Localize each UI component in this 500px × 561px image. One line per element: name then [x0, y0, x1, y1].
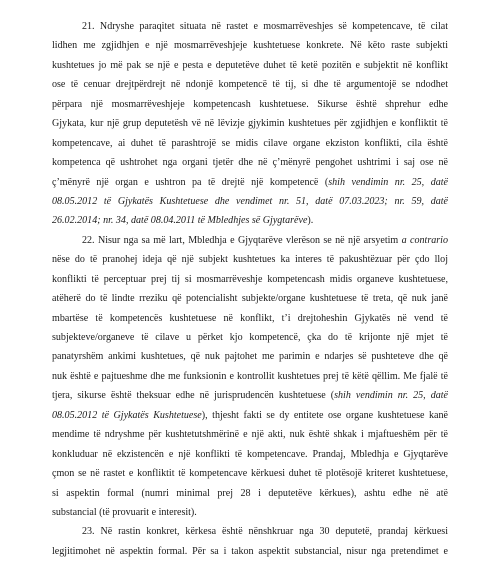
text-line [52, 367, 448, 386]
text-line [52, 309, 448, 328]
text-segment: mbartëse të kompetencës kushtetuese në konflikt, t’i drejtoheshin Gjykatës në vend të [52, 312, 448, 324]
text-line [52, 192, 448, 211]
text-segment: 23. Në rastin konkret, kërkesa është nënshkruar nga 30 deputetë, prandaj kërkuesi [82, 526, 448, 538]
text-segment: çmon se në rastet e konfliktit të kompetencave kërkuesi duhet të plotësojë kriteret kushtetuese, [52, 468, 448, 480]
document-body [52, 17, 448, 561]
text-line [52, 386, 448, 405]
text-segment: legjitimohet në aspektin formal. Për sa i takon aspektit substancial, nisur nga pretendimet e [52, 545, 448, 557]
text-line [52, 464, 448, 483]
text-line [52, 347, 448, 366]
text-segment: nëse do të pranohej ideja që një subjekt kushtetues ka interes të pakushtëzuar për çdo lloj [52, 254, 448, 266]
italic-text: a contrario [401, 234, 449, 246]
text-line [52, 542, 448, 561]
text-line [52, 95, 448, 114]
text-segment: konflikti të perceptuar prej tij si mosmarrëveshje kompetencash midis organeve kushtetuese, [52, 273, 448, 285]
text-segment: 22. Nisur nga sa më lart, Mbledhja e Gjyqtarëve vlerëson se në një arsyetim [82, 234, 402, 246]
text-line [52, 173, 448, 192]
text-segment: kompetencave, ai duhet të parashtrojë se midis cilave organe ekziston konflikti, cila është [52, 137, 448, 149]
text-line [52, 231, 448, 250]
text-segment: 21. Ndryshe paraqitet situata në rastet e mosmarrëveshjes së kompetencave, të cilat [82, 21, 448, 32]
text-segment: atëherë do të lindte rreziku që potencialisht subjekte/organe kushtetuese të treta, që nuk janë [52, 293, 448, 305]
text-segment: kushtetues jo më pak se një e pesta e deputetëve duhet të ketë pozitën e subjektit në konflikt [52, 59, 448, 71]
text-segment: ), thjesht fakti se dy entitete ose organe kushtetuese kanë [201, 409, 448, 421]
italic-text: shih vendimin nr. 25, datë [328, 176, 448, 188]
text-segment: kompetenca që ushtrohet nga organi tjetër dhe në ç’mënyrë pengohet ushtrimi i saj ose në [52, 157, 448, 169]
text-segment: konkluduar në ekzistencën e një konflikti të kompetencave. Prandaj, Mbledhja e Gjyqtarëve [52, 448, 448, 460]
text-line [52, 522, 448, 541]
text-line [52, 114, 448, 133]
text-line [52, 328, 448, 347]
text-line [52, 406, 448, 425]
paragraph-22 [52, 231, 448, 523]
text-line [52, 153, 448, 172]
text-segment: tjera, sikurse është theksuar edhe në jurisprudencën kushtetuese ( [52, 390, 335, 402]
text-line [52, 445, 448, 464]
text-segment: substancial (të provuarit e interesit). [52, 506, 197, 518]
italic-text: 08.05.2012 të Gjykatës Kushtetuese dhe vendimet nr. 51, datë 07.03.2023; nr. 59, datë [52, 195, 448, 207]
text-segment: lidhen me zgjidhjen e një mosmarrëveshjeje kushtetuese konkrete. Në këto raste subjekti [52, 40, 448, 52]
text-line [52, 17, 448, 36]
text-segment: nuk është e pajtueshme dhe me funksionin e kontrollit kushtetues prej të këtë qëllim. Me fjalë të [52, 370, 448, 382]
paragraph-21 [52, 17, 448, 231]
text-line [52, 211, 448, 230]
text-segment: panatyrshëm ankimi kushtetues, që nuk pajtohet me parimin e ndarjes së pushteteve dhe që [52, 351, 448, 363]
italic-text: 26.02.2014; nr. 34, datë 08.04.2011 të Mbledhjes së Gjygtarëve [52, 215, 308, 227]
text-line [52, 75, 448, 94]
italic-text: 08.05.2012 të Gjykatës Kushtetuese [52, 409, 202, 421]
text-segment: ç’mënyrë një organ e ushtron pa të drejtë një kompetencë ( [52, 176, 329, 188]
text-line [52, 270, 448, 289]
text-segment: mendime të ndryshme për kushtetutshmërinë e një akti, nuk është shkak i mjaftueshëm për të [52, 429, 448, 441]
text-segment: ose të cenuar drejtpërdrejt në ndonjë kompetencë të tij, si dhe të argumentojë se ndodhet [52, 79, 448, 91]
text-line [52, 36, 448, 55]
text-line [52, 425, 448, 444]
text-segment: subjekteve/organeve të cilave u përket kjo kompetencë, çka do të krijonte një mjet të [52, 332, 448, 343]
text-line [52, 56, 448, 75]
text-line [52, 289, 448, 308]
text-line [52, 503, 448, 522]
text-line [52, 484, 448, 503]
text-segment: ). [307, 215, 314, 227]
text-segment: Gjykata, kur një grup deputetësh vë në lëvizje gjykimin kushtetues për zgjidhjen e konfliktit të [52, 118, 448, 130]
text-line [52, 250, 448, 269]
italic-text: shih vendimin nr. 25, datë [334, 390, 449, 402]
text-segment: si aspektin formal (numri minimal prej 28 i deputetëve kërkues), ashtu edhe në atë [52, 487, 448, 499]
text-segment: përpara një mosmarrëveshjeje kompetencash kushtetuese. Sikurse është shprehur edhe [52, 98, 448, 110]
paragraph-23 [52, 522, 448, 561]
text-line [52, 134, 448, 153]
